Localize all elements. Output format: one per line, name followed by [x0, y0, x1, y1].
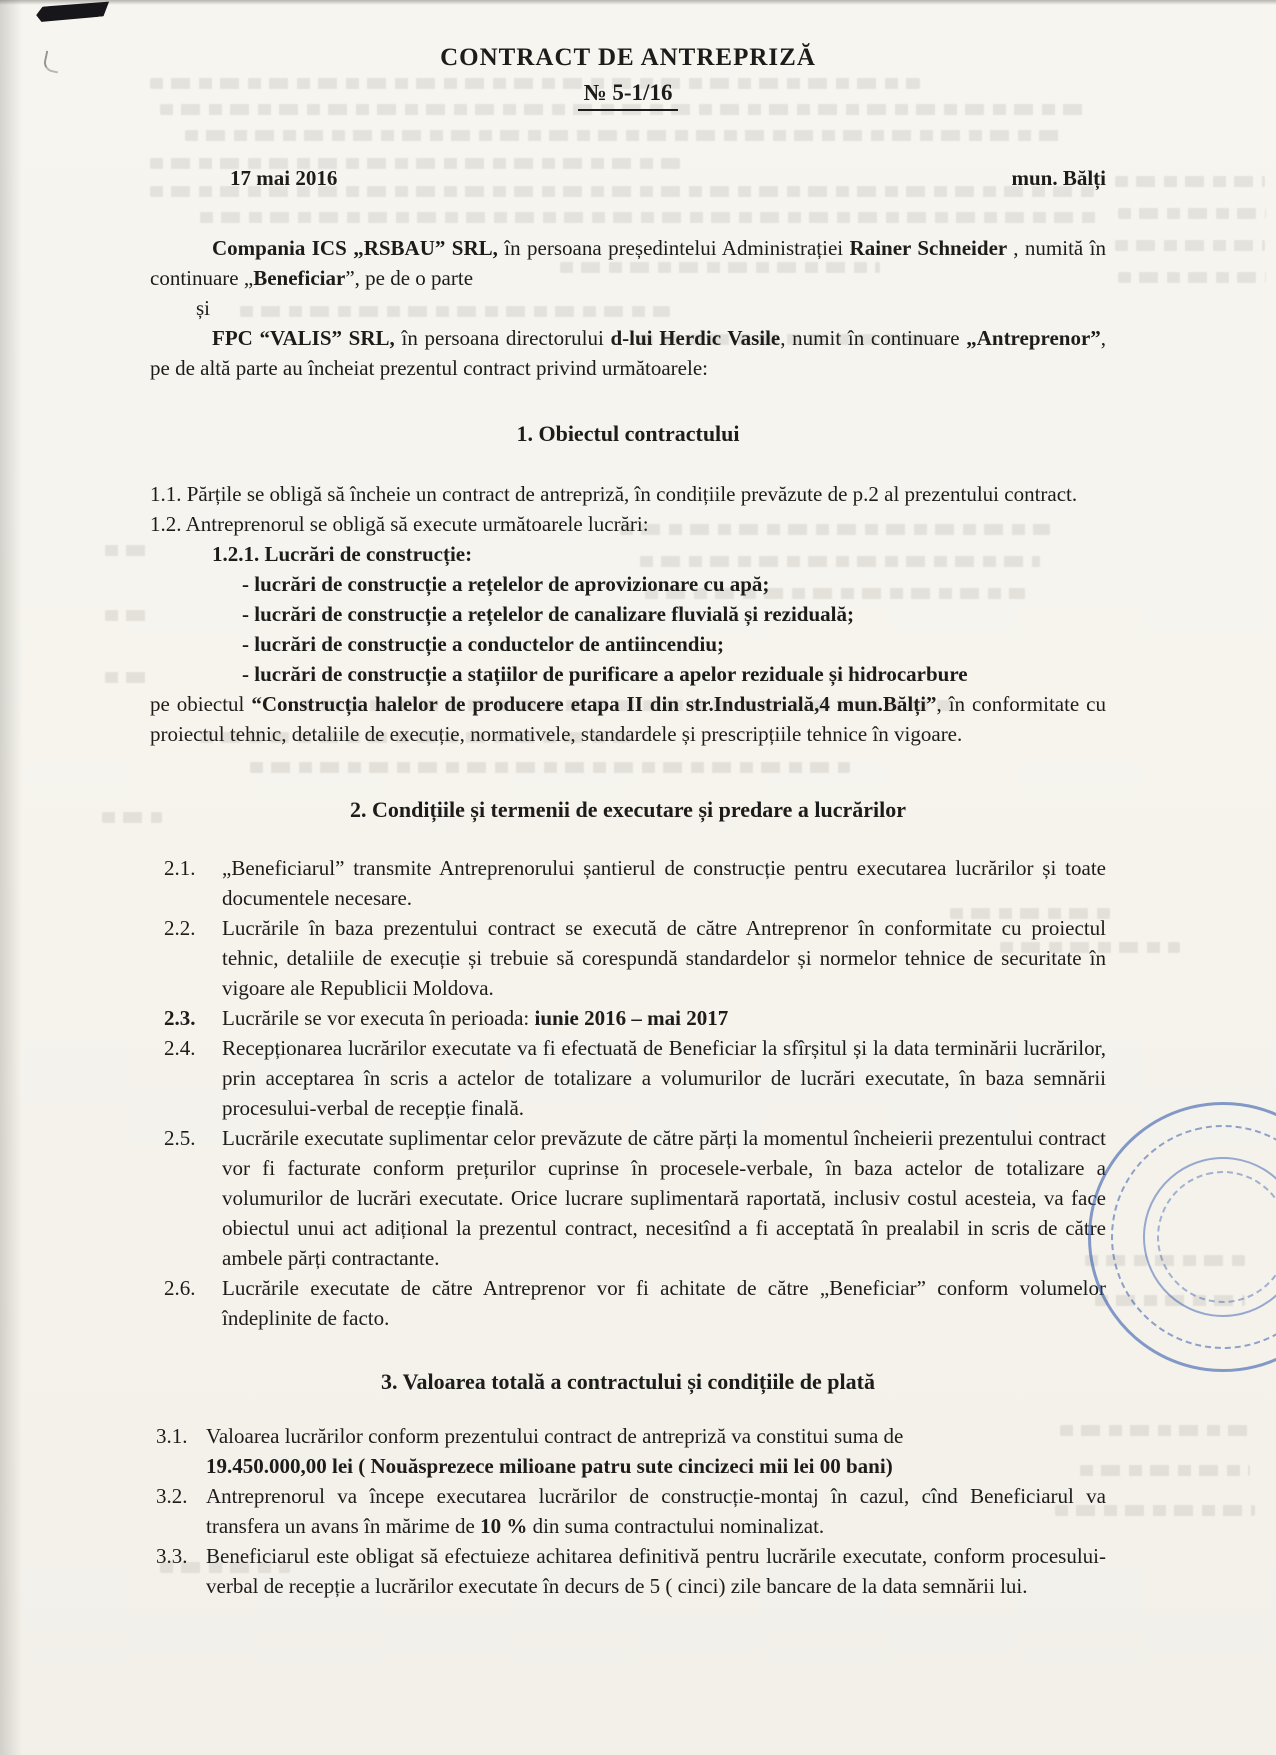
section-3-heading: 3. Valoarea totală a contractului și condițiile de plată: [381, 1369, 875, 1394]
bleed-line: [105, 610, 147, 621]
clause-2-3: [164, 1003, 1106, 1033]
object-text-2: , în conformitate cu proiectul tehnic, detaliile de execuție, normativele, standardele și prescripțiile tehnice în vigoare.: [150, 692, 1106, 746]
preamble-party-2: [150, 323, 1106, 383]
clause-number: 2.5.: [164, 1126, 196, 1150]
bleed-line: [1118, 272, 1266, 283]
document-number: [150, 78, 1106, 111]
party-2-text: în persoana directorului: [394, 326, 611, 350]
object-name: “Construcția halelor de producere etapa II din str.Industrială,4 mun.Bălți”: [251, 692, 937, 716]
clause-text: Lucrările executate de către Antreprenor vor fi achitate de către „Beneficiar” conform volumelor îndeplinite de facto.: [222, 1276, 1106, 1330]
party-2-text-2: , numit în continuare: [780, 326, 967, 350]
bleed-line: [1115, 176, 1265, 187]
clause-text: „Beneficiarul” transmite Antreprenorului șantierul de construcție pentru executarea lucrărilor și toate documentele necesare.: [222, 856, 1106, 910]
document-number-text: № 5-1/16: [578, 78, 679, 111]
clause-text: Lucrările în baza prezentului contract se execută de către Antreprenor în conformitate cu proiectul tehnic, detaliile de execuție și trebuie să corespundă standardelor și normelor tehnice de securitate în vigoare ale Republicii Moldova.: [222, 916, 1106, 1000]
clause-1-object: [150, 689, 1106, 749]
party-1-text: în persoana președintelui Administrației: [497, 236, 850, 260]
object-text: pe obiectul: [150, 692, 252, 716]
clause-2-4: [164, 1033, 1106, 1123]
bleed-line: [1115, 240, 1265, 251]
date-row: [150, 163, 1106, 193]
document-body: [150, 42, 1106, 1601]
clause-text-normal: Antreprenorul va începe executarea lucrărilor de construcție-montaj în cazul, cînd Beneficiarul va transfera un avans în mărime de: [206, 1484, 1106, 1538]
pen-mark: [42, 51, 62, 74]
clause-number: 3.1.: [156, 1424, 188, 1448]
bleed-line: [105, 672, 147, 683]
clause-2-5: [164, 1123, 1106, 1273]
clause-text: Recepționarea lucrărilor executate va fi efectuată de Beneficiar la sfîrșitul și la data terminării lucrărilor, prin acceptarea în scris a actelor de totalizare a volumurilor de lucrări executate, în baza semnării procesului-verbal de recepție finală.: [222, 1036, 1106, 1120]
preamble-party-1: [150, 233, 1106, 293]
clause-number: 2.6.: [164, 1276, 196, 1300]
party-2-text-3: , pe de altă parte au încheiat prezentul contract privind următoarele:: [150, 326, 1107, 380]
clause-text: Lucrările executate suplimentar celor prevăzute de către părți la momentul încheierii prezentului contract vor fi facturate conform prețurilor cuprinse în procesele-verbale, în baza actelor de totalizare a volumurilor de lucrări executate. Orice lucrare suplimentară raportată, inclusiv costul acesteia, va face obiectul unui act adițional la prezentul contract, necesitînd a fi acceptată în prealabil in scris de către ambele părți contractante.: [222, 1126, 1106, 1270]
party-1-person: Rainer Schneider: [849, 236, 1014, 260]
party-1-text-2: , numită în continuare „: [150, 236, 1106, 290]
clause-2-6: [164, 1273, 1106, 1333]
clause-3-3: [156, 1541, 1106, 1601]
scan-edge-top: [0, 0, 1276, 5]
section-1-heading: 1. Obiectul contractului: [516, 421, 740, 446]
clause-1-2-1: 1.2.1. Lucrări de construcție:: [212, 542, 473, 566]
clause-text-normal: Lucrările se vor executa în perioada:: [222, 1006, 535, 1030]
party-1-text-3: ”, pe de o parte: [345, 266, 474, 290]
party-2-role: „Antreprenor”: [966, 326, 1101, 350]
clause-number: 2.3.: [164, 1006, 196, 1030]
bleed-line: [1118, 208, 1266, 219]
clause-1-2: 1.2. Antreprenorul se obligă să execute următoarele lucrări:: [150, 512, 649, 536]
document-title: CONTRACT DE ANTREPRIZĂ: [440, 44, 816, 71]
construction-work-item: - lucrări de construcție a conductelor de antiincendiu;: [242, 632, 724, 656]
clause-text-normal: Valoarea lucrărilor conform prezentului contract de antrepriză va constitui suma de: [206, 1424, 904, 1448]
party-1-company: Compania ICS „RSBAU” SRL,: [212, 236, 498, 260]
clause-text-normal-2: din suma contractului nominalizat.: [527, 1514, 825, 1538]
scan-edge-left: [0, 0, 22, 1755]
party-1-role: Beneficiar: [253, 266, 346, 290]
construction-work-item: - lucrări de construcție a rețelelor de canalizare fluvială și reziduală;: [242, 602, 854, 626]
clause-2-1: [164, 853, 1106, 913]
contract-city: mun. Bălți: [1011, 166, 1106, 190]
construction-work-item: - lucrări de construcție a stațiilor de purificare a apelor reziduale și hidrocarbure: [242, 662, 968, 686]
clause-1-1: 1.1. Părțile se obligă să încheie un contract de antrepriză, în condițiile prevăzute de p.2 al prezentului contract.: [150, 482, 1078, 506]
party-2-person: d-lui Herdic Vasile: [610, 326, 781, 350]
clause-number: 2.4.: [164, 1036, 196, 1060]
clause-3-1: [156, 1421, 1106, 1481]
construction-work-item: - lucrări de construcție a rețelelor de aprovizionare cu apă;: [242, 572, 770, 596]
execution-period: iunie 2016 – mai 2017: [534, 1006, 729, 1030]
clause-2-2: [164, 913, 1106, 1003]
bleed-line: [105, 545, 147, 556]
clause-number: 2.1.: [164, 856, 196, 880]
clause-number: 3.2.: [156, 1484, 188, 1508]
clause-text: [206, 1421, 1106, 1481]
advance-percent: 10 %: [480, 1514, 528, 1538]
clause-text: [206, 1481, 1106, 1541]
clause-3-2: [156, 1481, 1106, 1541]
section-2-heading: 2. Condițiile și termenii de executare și predare a lucrărilor: [349, 797, 906, 822]
clause-number: 2.2.: [164, 916, 196, 940]
preamble-conjunction: și: [196, 296, 211, 320]
contract-amount: 19.450.000,00 lei ( Nouăsprezece milioane patru sute cincizeci mii lei 00 bani): [206, 1454, 893, 1478]
contract-date: 17 mai 2016: [230, 166, 338, 190]
party-2-company: FPC “VALIS” SRL,: [212, 326, 395, 350]
clause-number: 3.3.: [156, 1544, 188, 1568]
clause-text: [222, 1003, 1106, 1033]
clause-text: Beneficiarul este obligat să efectuieze achitarea definitivă pentru lucrările executate, conform procesului-verbal de recepție a lucrărilor executate în decurs de 5 ( cinci) zile bancare de la data semnării lui.: [206, 1544, 1106, 1598]
